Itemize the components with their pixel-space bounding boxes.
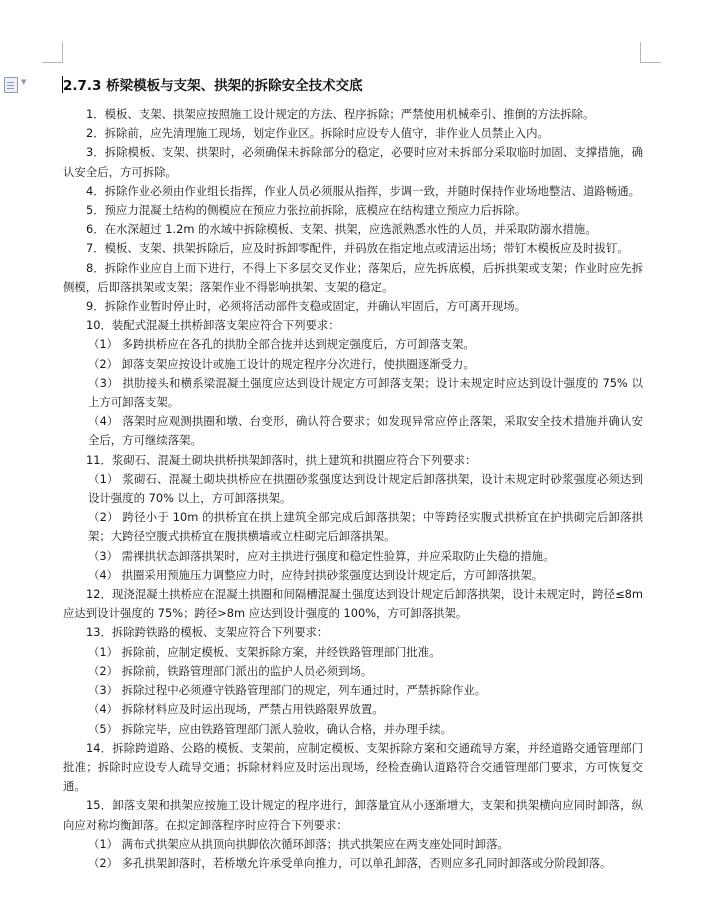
- margin-corner-mark-top-right: [640, 42, 661, 63]
- sub-item-paragraph: （1） 拆除前，应制定模板、支架拆除方案，并经铁路管理部门批准。: [88, 644, 441, 659]
- sub-item-paragraph: （2） 跨径小于 10m 的拱桥宜在拱上建筑全部完成后卸落拱架；中等跨径实腹式拱桥宜在护拱砌完后卸落拱架；大跨径空腹式拱桥宜在腹拱横墙或立柱砌完后卸落拱架。: [88, 510, 643, 544]
- sub-item-paragraph: （3） 拆除过程中必须遵守铁路管理部门的规定，列车通过时，严禁拆除作业。: [88, 683, 487, 698]
- section-heading: 2.7.3 桥梁模板与支架、拱架的拆除安全技术交底: [63, 78, 363, 94]
- sub-item-paragraph: （5） 拆除完毕，应由铁路管理部门派人验收，确认合格，并办理手续。: [88, 721, 452, 736]
- numbered-paragraph: 9．拆除作业暂时停止时，必须将活动部件支稳或固定，并确认牢固后，方可离开现场。: [86, 299, 527, 314]
- numbered-paragraph: 14．拆除跨道路、公路的模板、支架前，应制定模板、支架拆除方案和交通疏导方案，并经道路交通管理部门批准；拆除时应设专人疏导交通；拆除材料应及时运出现场，经检查确认道路符合交通管理部门要求，方可恢复交通。: [63, 740, 643, 794]
- numbered-paragraph: 13．拆除跨铁路的模板、支架应符合下列要求：: [86, 625, 329, 640]
- numbered-paragraph: 4．拆除作业必须由作业组长指挥，作业人员必须服从指挥，步调一致，并随时保持作业场地整洁、道路畅通。: [86, 183, 640, 198]
- numbered-paragraph: 6．在水深超过 1.2m 的水域中拆除模板、支架、拱架，应选派熟悉水性的人员，并采取防溺水措施。: [86, 222, 597, 237]
- numbered-paragraph: 12．现浇混凝土拱桥应在混凝土拱圈和间隔槽混凝土强度达到设计规定后卸落拱架，设计未规定时，跨径≤8m 应达到设计强度的 75%；跨径>8m 应达到设计强度的 100%，方可卸落拱架。: [63, 587, 643, 621]
- dropdown-arrow-icon[interactable]: ▼: [21, 78, 27, 86]
- sub-item-paragraph: （3） 需裸拱状态卸落拱架时，应对主拱进行强度和稳定性验算，并应采取防止失稳的措施。: [88, 548, 555, 563]
- sub-item-paragraph: （2） 多孔拱架卸落时，若桥墩允许承受单向推力，可以单孔卸落，否则应多孔同时卸落或分阶段卸落。: [88, 855, 612, 870]
- sub-item-paragraph: （3） 拱肋接头和横系梁混凝土强度应达到设计规定方可卸落支架；设计未规定时应达到设计强度的 75% 以上方可卸落支架。: [88, 375, 643, 410]
- numbered-paragraph: 2．拆除前，应先清理施工现场，划定作业区。拆除时应设专人值守，非作业人员禁止入内。: [86, 126, 549, 141]
- sub-item-paragraph: （1） 满布式拱架应从拱顶向拱脚依次循环卸落；拱式拱架应在两支座处同时卸落。: [88, 836, 509, 851]
- document-map-icon[interactable]: [4, 77, 18, 93]
- sub-item-paragraph: （2） 卸落支架应按设计或施工设计的规定程序分次进行，使拱圈逐渐受力。: [88, 356, 475, 371]
- sub-item-paragraph: （1） 多跨拱桥应在各孔的拱肋全部合拢并达到规定强度后，方可卸落支架。: [88, 337, 475, 352]
- numbered-paragraph: 7．模板、支架、拱架拆除后，应及时拆卸零配件，并码放在指定地点或清运出场；带钉木模板应及时拔钉。: [86, 241, 629, 256]
- margin-corner-mark-top-left: [42, 42, 63, 63]
- paragraph-list: [63, 105, 643, 873]
- numbered-paragraph: 10．装配式混凝土拱桥卸落支架应符合下列要求：: [86, 318, 340, 333]
- sub-item-paragraph: （4） 拱圈采用预施压力调整应力时，应待封拱砂浆强度达到设计规定后，方可卸落拱架。: [88, 567, 544, 582]
- numbered-paragraph: 8．拆除作业应自上而下进行，不得上下多层交叉作业；落架后，应先拆底模，后拆拱架或支架；作业时应先拆侧模，后即落拱架或支架；落架作业不得影响拱架、支架的稳定。: [63, 260, 643, 294]
- numbered-paragraph: 3．拆除模板、支架、拱架时，必须确保未拆除部分的稳定，必要时应对未拆部分采取临时加固、支撑措施，确认安全后，方可拆除。: [63, 145, 643, 179]
- document-body[interactable]: [63, 76, 643, 873]
- sub-item-paragraph: （4） 落架时应观测拱圈和墩、台变形，确认符合要求；如发现异常应停止落架，采取安全技术措施并确认安全后，方可继续落架。: [88, 414, 643, 448]
- sub-item-paragraph: （2） 拆除前，铁路管理部门派出的监护人员必须到场。: [88, 663, 373, 678]
- numbered-paragraph: 15．卸落支架和拱架应按施工设计规定的程序进行，卸落量宜从小逐渐增大，支架和拱架横向应同时卸落，纵向应对称均衡卸落。在拟定卸落程序时应符合下列要求：: [63, 798, 643, 832]
- sub-item-paragraph: （4） 拆除材料应及时运出现场，严禁占用铁路限界放置。: [88, 702, 384, 717]
- numbered-paragraph: 11．浆砌石、混凝土砌块拱桥拱架卸落时，拱上建筑和拱圈应符合下列要求：: [86, 452, 477, 467]
- numbered-paragraph: 5．预应力混凝土结构的侧模应在预应力张拉前拆除，底模应在结构建立预应力后拆除。: [86, 203, 527, 218]
- numbered-paragraph: 1．模板、支架、拱架应按照施工设计规定的方法、程序拆除；严禁使用机械牵引、推倒的方法拆除。: [86, 107, 595, 121]
- sub-item-paragraph: （1） 浆砌石、混凝土砌块拱桥应在拱圈砂浆强度达到设计规定后卸落拱架，设计未规定时砂浆强度必须达到设计强度的 70% 以上，方可卸落拱架。: [88, 471, 643, 506]
